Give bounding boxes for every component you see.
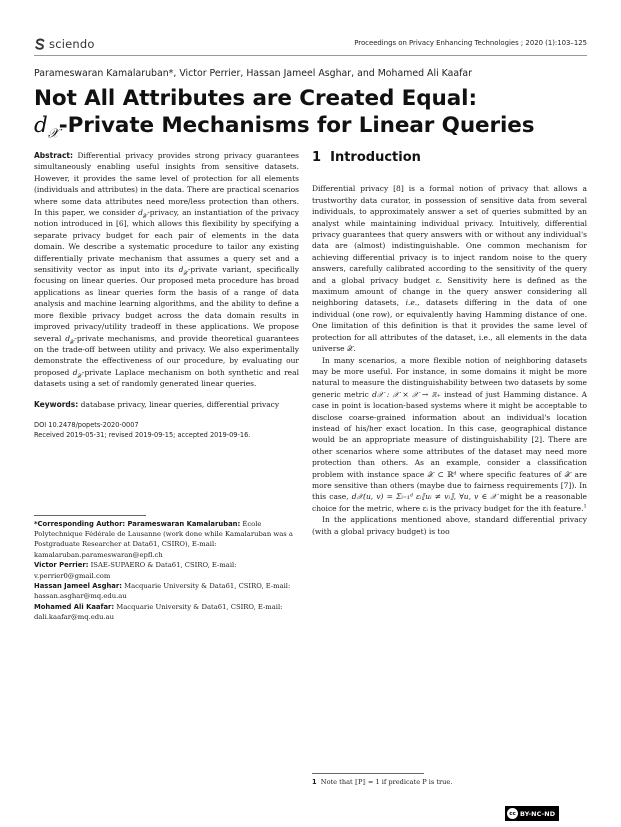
footnote-text: Note that ⟦P⟧ = 1 if predicate P is true.: [320, 778, 453, 786]
author-list: Parameswaran Kamalaruban*, Victor Perrier, Hassan Jameel Asghar, and Mohamed Ali Kaafar: [34, 68, 473, 79]
doi: DOI 10.2478/popets-2020-0007: [34, 420, 139, 429]
abstract-label: Abstract:: [34, 151, 74, 160]
footnote-marker: 1: [583, 503, 587, 510]
abstract: Abstract: Differential privacy provides strong privacy guarantees simultaneously enabling useful insights from sensitive datasets. However, it provides the same level of protection for all elements (individuals and attributes) in the data. There are practical scenarios where some data attributes need more/less protection than others. In this paper, we consider $d_𝒳$-privacy, an instantiation of the privacy notion introduced in [6], which allows this flexibility by specifying a separate privacy budget for each pair of elements in the data domain. We describe a systematic procedure to tailor any existing differentially private mechanism that assumes a query set and a sensitivity vector as input into its $d_𝒳$-private variant, specifically focusing on linear queries. Our proposed meta procedure has broad applications as linear queries form the basis of a range of data analysis and machine learning algorithms, and the ability to define a more flexible privacy budget across the data domain results in improved privacy/utility tradeoff in these applications. We propose several $d_𝒳$-private mechanisms, and provide theoretical guarantees on the trade-off between utility and privacy. We also experimentally demonstrate the effectiveness of our procedure, by evaluating our proposed $d_𝒳$-private Laplace mechanism on both synthetic and real datasets using a set of randomly generated linear queries.: [34, 151, 299, 389]
footnote-rule: [312, 773, 424, 774]
affiliation-item: Hassan Jameel Asghar: Macquarie University & Data61, CSIRO, E-mail: hassan.asghar@mq.edu.au: [34, 581, 291, 601]
section-heading: 1 Introduction: [312, 150, 421, 165]
paper-title-line-2: [34, 113, 535, 142]
journal-citation: Proceedings on Privacy Enhancing Technologies ; 2020 (1):103–125: [354, 39, 587, 47]
right-column: [312, 150, 587, 537]
footnote-number: 1: [312, 778, 317, 786]
intro-paragraph-2: In many scenarios, a more flexible notion of neighboring datasets may be more useful. For instance, in some domains it might be more natural to measure the distinguishability between two datasets by some generic metric d𝒳 : 𝒳 × 𝒳 → ℝ₊ instead of just Hamming distance. A case in point is location-based systems where it might be acceptable to disclose coarse-grained information about an individual's location instead of his/her exact location. In this case, geographical distance would be an appropriate measure of distinguishability [2]. There are other scenarios where some attributes of the dataset may need more protection than others. As an example, consider a classification problem with instance space 𝒳 ⊂ ℝᵈ where specific features of 𝒳 are more sensitive than others (maybe due to fairness requirements [7]). In this case, d𝒳(u, v) = Σᵢ₌₁ᵈ εᵢ⟦uᵢ ≠ vᵢ⟧, ∀u, v ∈ 𝒳 might be a reasonable choice for the metric, where εᵢ is the privacy budget for the ith feature.$^1$: [312, 355, 587, 513]
received-dates: Received 2019-05-31; revised 2019-09-15; accepted 2019-09-16.: [34, 431, 251, 440]
intro-paragraph-3: In the applications mentioned above, standard differential privacy (with a global privacy budget) is too: [312, 515, 587, 536]
keywords-label: Keywords:: [34, 399, 79, 409]
footnote: [312, 773, 587, 786]
affiliation-item: *Corresponding Author: Parameswaran Kamalaruban: École Polytechnique Fédérale de Lausanne (work done while Kamalaruban was a Postgraduate Researcher at Data61, CSIRO), E-mail: kamalaruban.parameswaran@epfl.ch: [34, 519, 293, 559]
title-math-d-x: $d_𝒳$: [34, 113, 59, 142]
intro-paragraph-1: Differential privacy [8] is a formal notion of privacy that allows a trustworthy data curator, in possession of sensitive data from several individuals, to approximately answer a set of queries submitted by an analyst while maintaining individual privacy. Intuitively, differential privacy guarantees that query answers with or without any individual's data are (almost) indistinguishable. One common mechanism for achieving differential privacy is to inject random noise to the query answers, carefully calibrated according to the sensitivity of the query and a global privacy budget ε. Sensitivity here is defined as the maximum amount of change in the query answer considering all neighboring datasets, i.e., datasets differing in the data of one individual (one row), or equivalently having Hamming distance of one. One limitation of this definition is that it provides the same level of protection for all attributes of the dataset, i.e., all elements in the data universe 𝒳.: [312, 184, 587, 354]
page-header: [34, 38, 587, 52]
license-text: BY-NC-ND: [520, 809, 556, 818]
left-column: [34, 150, 299, 623]
affiliation-item: Victor Perrier: ISAE-SUPAERO & Data61, CSIRO, E-mail: v.perrier0@gmail.com: [34, 561, 237, 580]
paper-title-line-1: Not All Attributes are Created Equal:: [34, 86, 477, 111]
title-rest: -Private Mechanisms for Linear Queries: [58, 113, 535, 138]
affiliations: [34, 519, 299, 623]
logo-text: sciendo: [49, 37, 95, 51]
header-rule: [34, 55, 587, 56]
affiliation-rule: [34, 515, 146, 516]
creative-commons-icon: cc: [507, 808, 518, 819]
sciendo-logo-icon: [34, 38, 46, 50]
publisher-logo: [34, 37, 95, 51]
license-badge: [505, 806, 559, 821]
keywords: Keywords: database privacy, linear queries, differential privacy: [34, 399, 280, 409]
affiliation-item: Mohamed Ali Kaafar: Macquarie University & Data61, CSIRO, E-mail: dali.kaafar@mq.edu.au: [34, 602, 283, 622]
